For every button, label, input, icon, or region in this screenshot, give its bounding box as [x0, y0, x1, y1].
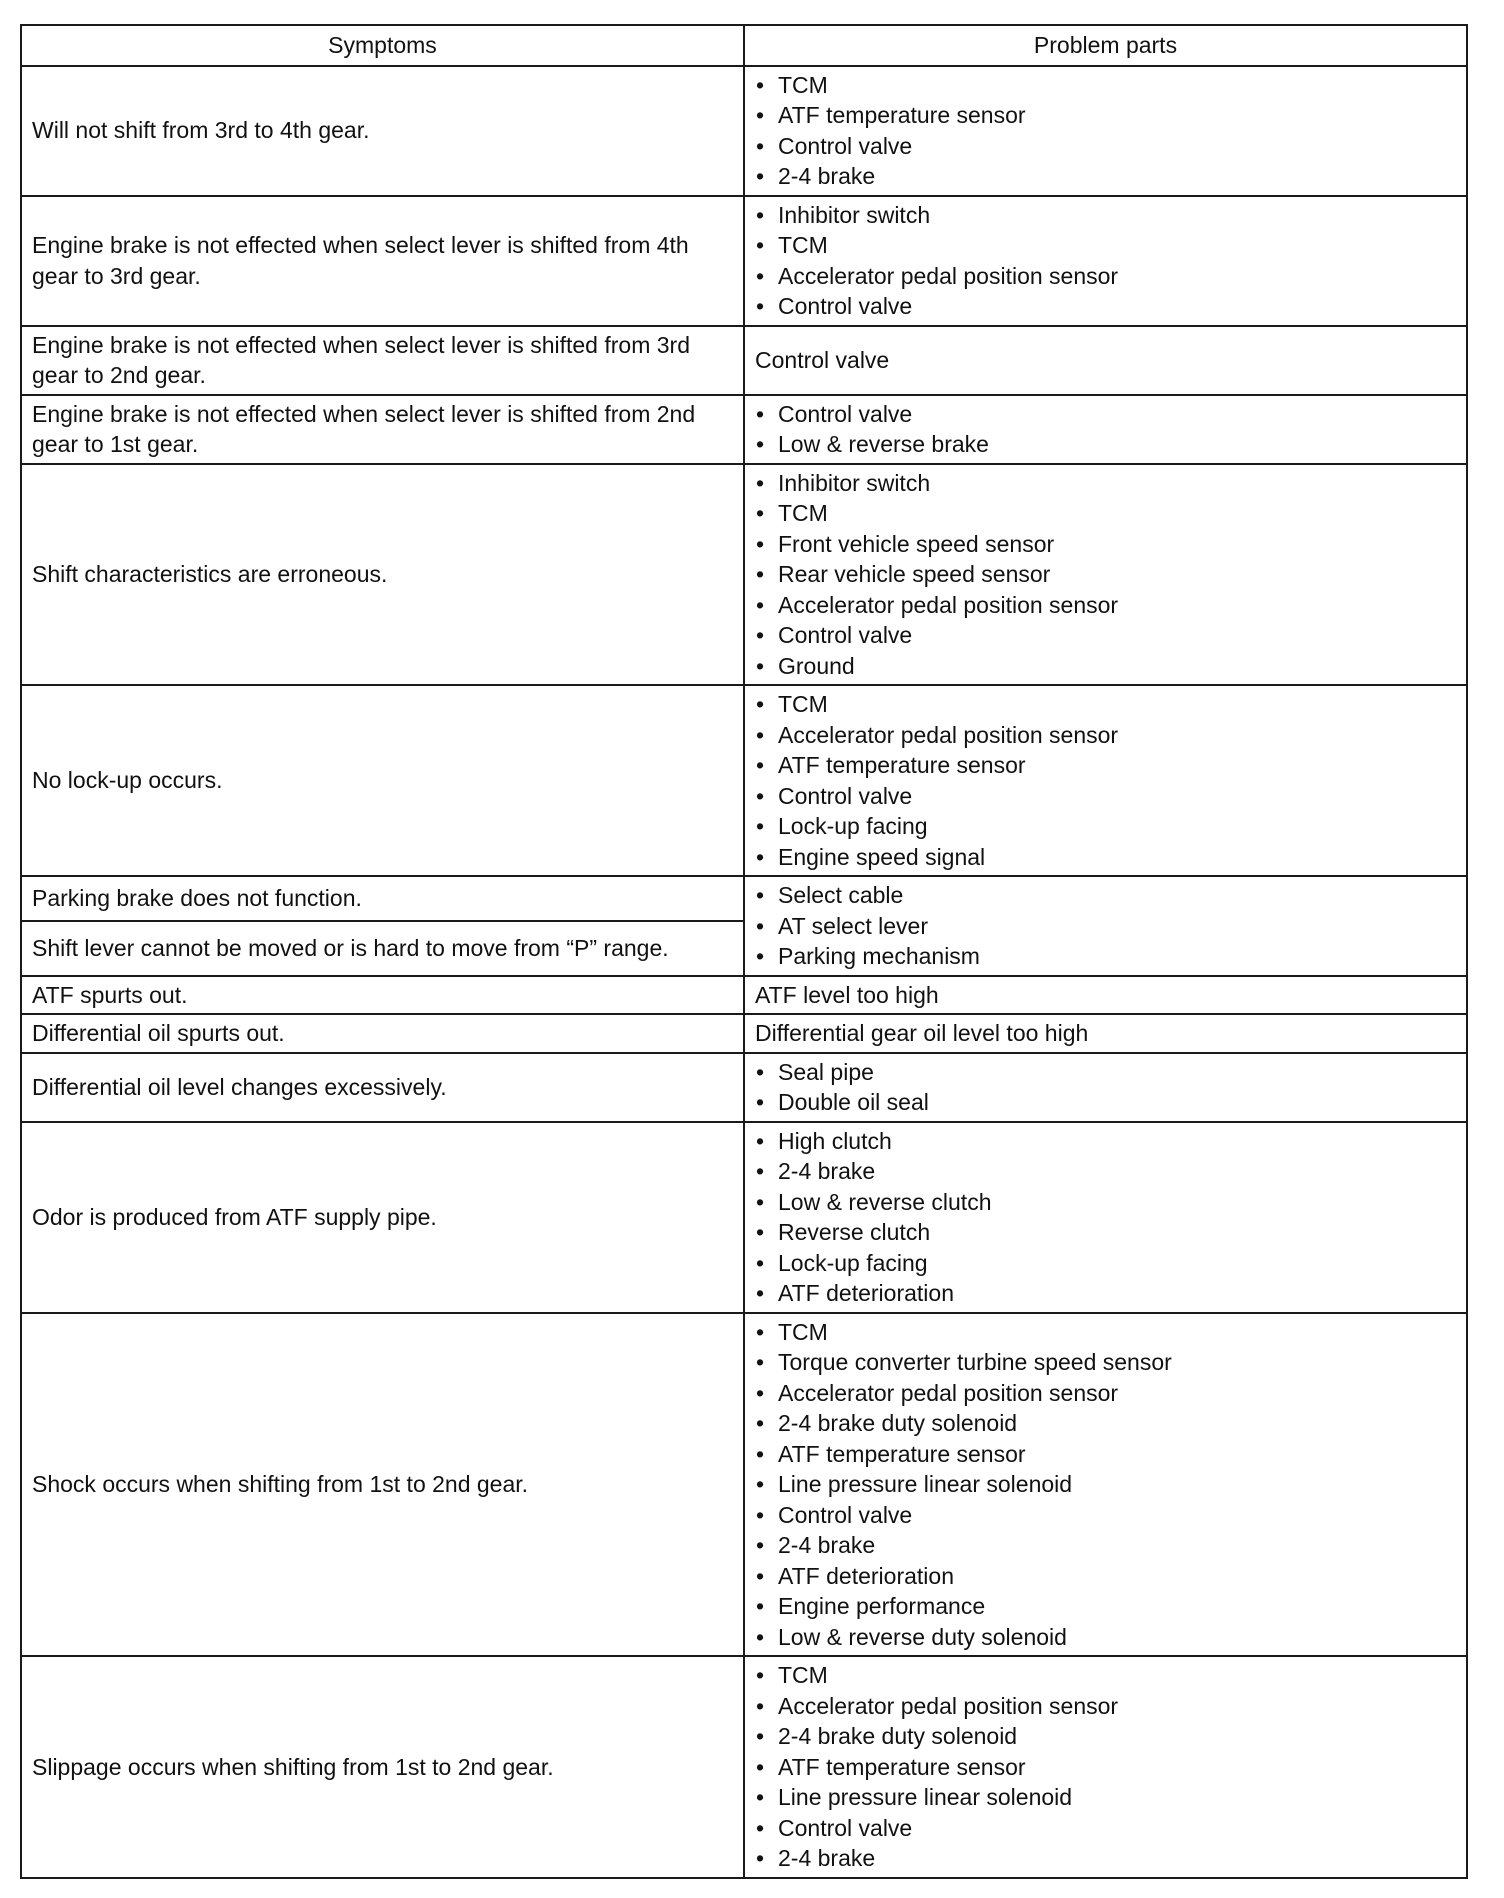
symptom-cell: Shift characteristics are erroneous. — [21, 464, 744, 686]
part-item: • ATF deterioration — [755, 1561, 1456, 1592]
part-item: • Accelerator pedal position sensor — [755, 1378, 1456, 1409]
part-item: • TCM — [755, 1660, 1456, 1691]
part-item: • Inhibitor switch — [755, 468, 1456, 499]
parts-list — [755, 1660, 1456, 1874]
table-row — [21, 1014, 1467, 1053]
part-item: • Control valve — [755, 131, 1456, 162]
parts-list — [755, 689, 1456, 872]
part-item: • Reverse clutch — [755, 1217, 1456, 1248]
table-row — [21, 976, 1467, 1015]
problem-parts-cell — [744, 66, 1467, 196]
parts-list — [755, 880, 1456, 972]
problem-parts-cell — [744, 685, 1467, 876]
part-item: • Torque converter turbine speed sensor — [755, 1347, 1456, 1378]
part-item: • ATF temperature sensor — [755, 100, 1456, 131]
part-item: • Engine performance — [755, 1591, 1456, 1622]
part-item: • Line pressure linear solenoid — [755, 1782, 1456, 1813]
symptom-cell: ATF spurts out. — [21, 976, 744, 1015]
problem-parts-header: Problem parts — [744, 25, 1467, 66]
part-item: • Seal pipe — [755, 1057, 1456, 1088]
problem-parts-cell — [744, 1122, 1467, 1313]
part-item: • Parking mechanism — [755, 941, 1456, 972]
part-item: • Accelerator pedal position sensor — [755, 720, 1456, 751]
problem-parts-cell — [744, 196, 1467, 326]
part-text: Differential gear oil level too high — [755, 1020, 1089, 1046]
parts-list — [755, 1057, 1456, 1118]
table-row — [21, 196, 1467, 326]
part-item: • Lock-up facing — [755, 1248, 1456, 1279]
part-item: • TCM — [755, 70, 1456, 101]
part-item: • ATF temperature sensor — [755, 750, 1456, 781]
part-item: • 2-4 brake — [755, 1843, 1456, 1874]
problem-parts-cell — [744, 976, 1467, 1015]
part-item: • Low & reverse clutch — [755, 1187, 1456, 1218]
header-row — [21, 25, 1467, 66]
part-item: • 2-4 brake — [755, 161, 1456, 192]
table-row — [21, 395, 1467, 464]
part-item: • Accelerator pedal position sensor — [755, 261, 1456, 292]
part-item: • Control valve — [755, 291, 1456, 322]
parts-list — [755, 1126, 1456, 1309]
part-item: • 2-4 brake — [755, 1156, 1456, 1187]
part-item: • Control valve — [755, 1500, 1456, 1531]
part-item: • Rear vehicle speed sensor — [755, 559, 1456, 590]
part-item: • 2-4 brake duty solenoid — [755, 1408, 1456, 1439]
parts-list — [755, 468, 1456, 682]
part-item: • Control valve — [755, 781, 1456, 812]
part-item: • Inhibitor switch — [755, 200, 1456, 231]
problem-parts-cell — [744, 1313, 1467, 1657]
part-item: • AT select lever — [755, 911, 1456, 942]
part-item: • 2-4 brake duty solenoid — [755, 1721, 1456, 1752]
symptom-cell: Shock occurs when shifting from 1st to 2nd gear. — [21, 1313, 744, 1657]
part-item: • Lock-up facing — [755, 811, 1456, 842]
part-item: • 2-4 brake — [755, 1530, 1456, 1561]
table-row — [21, 66, 1467, 196]
parts-list — [755, 200, 1456, 322]
part-text: ATF level too high — [755, 981, 939, 1008]
part-item: • TCM — [755, 1317, 1456, 1348]
part-item: • Line pressure linear solenoid — [755, 1469, 1456, 1500]
symptom-cell: Will not shift from 3rd to 4th gear. — [21, 66, 744, 196]
part-text: Control valve — [755, 346, 890, 373]
symptoms-table — [20, 24, 1468, 1879]
table-row — [21, 685, 1467, 876]
symptom-cell: Differential oil spurts out. — [21, 1014, 744, 1053]
problem-parts-cell — [744, 395, 1467, 464]
problem-parts-cell — [744, 326, 1467, 395]
part-item: • Front vehicle speed sensor — [755, 529, 1456, 560]
part-item: • ATF deterioration — [755, 1278, 1456, 1309]
table-row — [21, 1122, 1467, 1313]
symptom-cell: Slippage occurs when shifting from 1st to 2nd gear. — [21, 1656, 744, 1878]
part-item: • ATF temperature sensor — [755, 1439, 1456, 1470]
part-item: • Select cable — [755, 880, 1456, 911]
symptoms-header: Symptoms — [21, 25, 744, 66]
part-item: • Low & reverse duty solenoid — [755, 1622, 1456, 1653]
part-item: • Engine speed signal — [755, 842, 1456, 873]
symptom-cell: No lock-up occurs. — [21, 685, 744, 876]
problem-parts-cell — [744, 876, 1467, 976]
parts-list — [755, 70, 1456, 192]
part-item: • Low & reverse brake — [755, 429, 1456, 460]
symptom-cell: Shift lever cannot be moved or is hard to move from “P” range. — [21, 921, 744, 975]
table-row — [21, 1313, 1467, 1657]
symptom-cell: Engine brake is not effected when select lever is shifted from 4th gear to 3rd gear. — [21, 196, 744, 326]
symptom-cell: Parking brake does not function. — [21, 876, 744, 921]
parts-list — [755, 399, 1456, 460]
part-item: • TCM — [755, 498, 1456, 529]
symptom-cell: Odor is produced from ATF supply pipe. — [21, 1122, 744, 1313]
part-item: • Control valve — [755, 399, 1456, 430]
table-row — [21, 464, 1467, 686]
part-item: • TCM — [755, 689, 1456, 720]
problem-parts-cell — [744, 1053, 1467, 1122]
symptom-cell: Engine brake is not effected when select lever is shifted from 2nd gear to 1st gear. — [21, 395, 744, 464]
problem-parts-cell — [744, 1656, 1467, 1878]
part-item: • Double oil seal — [755, 1087, 1456, 1118]
part-item: • Accelerator pedal position sensor — [755, 1691, 1456, 1722]
problem-parts-cell — [744, 1014, 1467, 1053]
table-row — [21, 876, 1467, 921]
part-item: • ATF temperature sensor — [755, 1752, 1456, 1783]
parts-list — [755, 1317, 1456, 1653]
symptom-cell: Differential oil level changes excessively. — [21, 1053, 744, 1122]
table-row — [21, 326, 1467, 395]
part-item: • Ground — [755, 651, 1456, 682]
part-item: • Accelerator pedal position sensor — [755, 590, 1456, 621]
table-row — [21, 1053, 1467, 1122]
part-item: • TCM — [755, 230, 1456, 261]
problem-parts-cell — [744, 464, 1467, 686]
part-item: • Control valve — [755, 620, 1456, 651]
symptom-cell: Engine brake is not effected when select lever is shifted from 3rd gear to 2nd gear. — [21, 326, 744, 395]
part-item: • High clutch — [755, 1126, 1456, 1157]
table-row — [21, 1656, 1467, 1878]
part-item: • Control valve — [755, 1813, 1456, 1844]
